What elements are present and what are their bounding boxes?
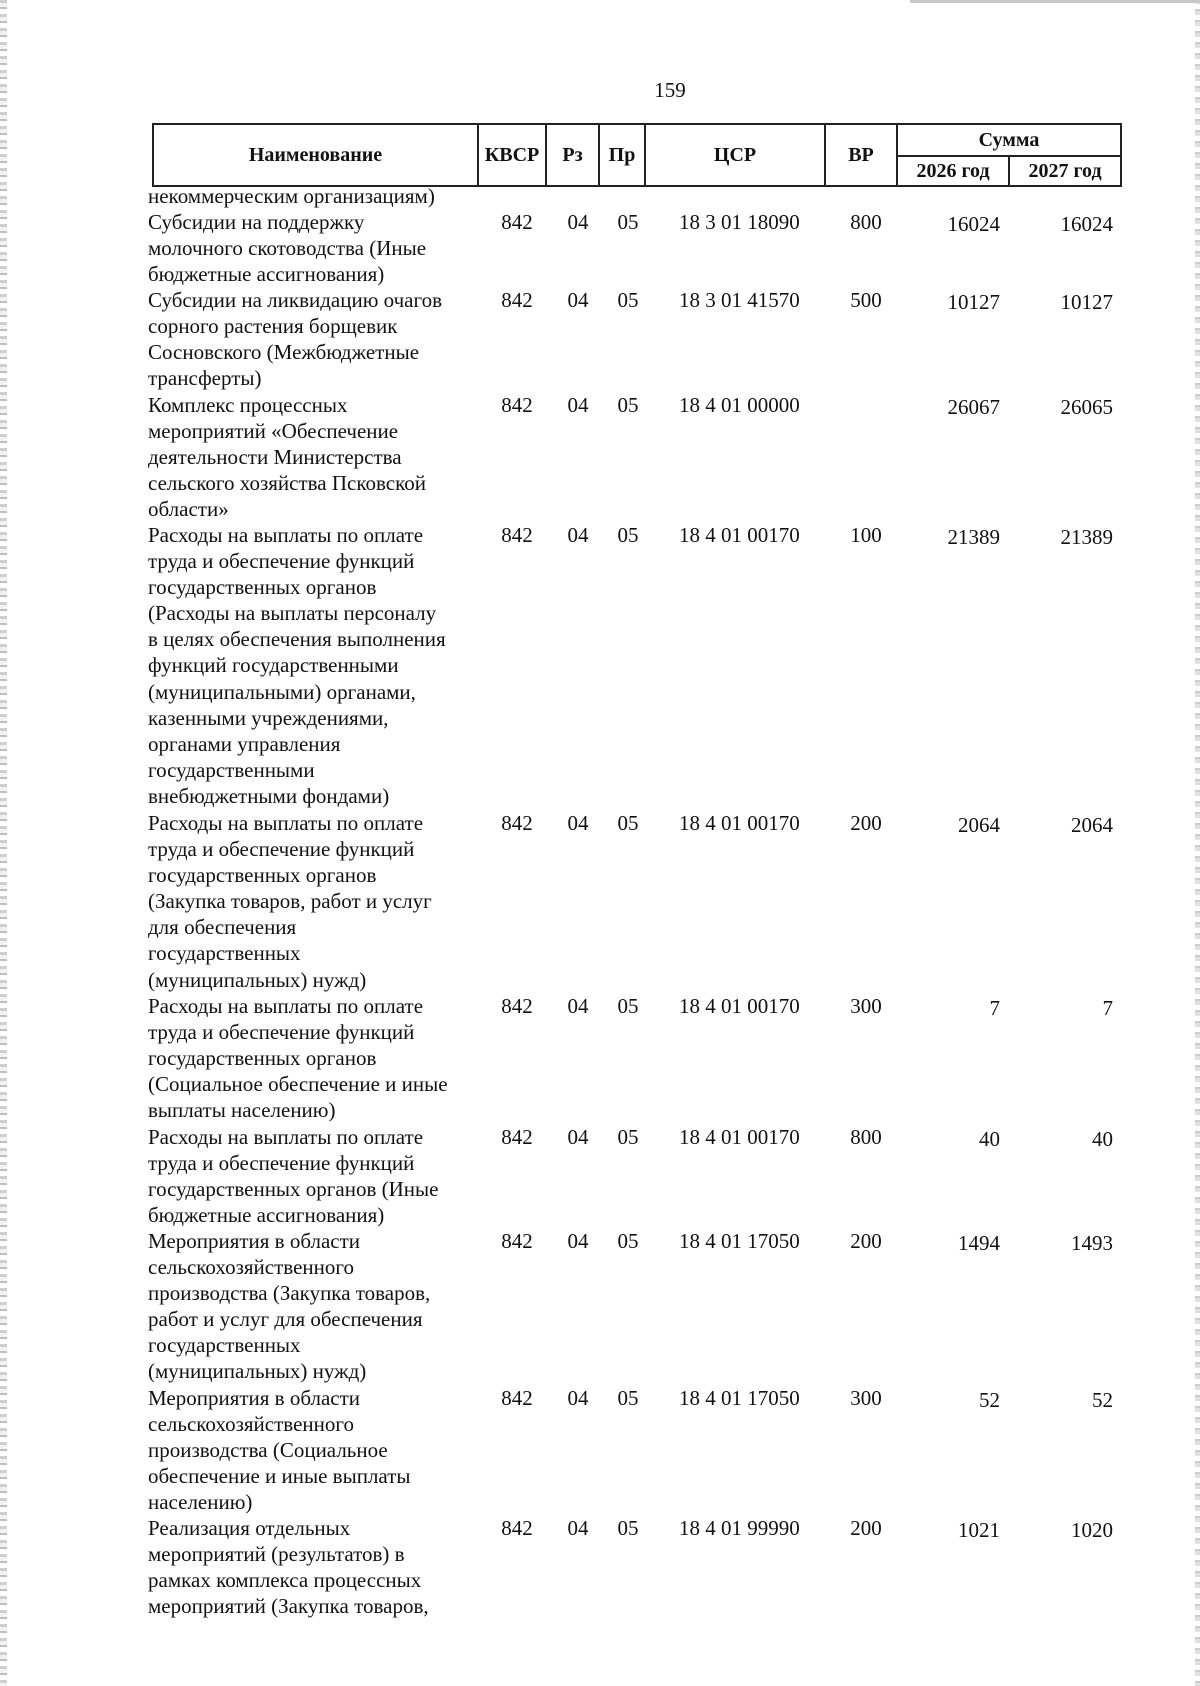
row-name: Субсидии на ликвидацию очагов сорного растения борщевик Сосновского (Межбюджетные трансферты) — [148, 288, 443, 391]
row-pr: 05 — [617, 1229, 639, 1253]
row-name: Реализация отдельных мероприятий (результатов) в рамках комплекса процессных мероприятий (Закупка товаров, — [148, 1516, 429, 1619]
table-row — [0, 1228, 1200, 1385]
row-name: Расходы на выплаты по оплате труда и обеспечение функций государственных органов (Социальное обеспечение и иные выплаты населению) — [148, 994, 448, 1123]
row-csr: 18 4 01 00170 — [679, 1125, 800, 1149]
row-sum-2027: 40 — [1092, 1127, 1113, 1151]
row-kvsr: 842 — [501, 523, 533, 547]
row-sum-2027: 52 — [1092, 1388, 1113, 1412]
row-pr: 05 — [617, 288, 639, 312]
table-row — [0, 183, 1200, 209]
row-pr: 05 — [617, 1125, 639, 1149]
table-row — [0, 993, 1200, 1124]
row-sum-2026: 1494 — [958, 1231, 1000, 1255]
row-kvsr: 842 — [501, 1516, 533, 1540]
row-sum-2027: 26065 — [1060, 395, 1113, 419]
row-vr: 800 — [850, 210, 882, 234]
row-vr: 500 — [850, 288, 882, 312]
row-sum-2026: 40 — [979, 1127, 1000, 1151]
row-name: Расходы на выплаты по оплате труда и обеспечение функций государственных органов (Иные бюджетные ассигнования) — [148, 1125, 439, 1228]
row-rz: 04 — [567, 393, 589, 417]
row-rz: 04 — [567, 1386, 589, 1410]
row-sum-2026: 52 — [979, 1388, 1000, 1412]
row-sum-2027: 10127 — [1060, 290, 1113, 314]
header-kvsr: КВСР — [478, 124, 546, 186]
row-pr: 05 — [617, 1516, 639, 1540]
header-year-2027: 2027 год — [1009, 156, 1121, 186]
row-vr: 300 — [850, 1386, 882, 1410]
table-body — [0, 183, 1200, 1625]
row-sum-2026: 1021 — [958, 1518, 1000, 1542]
row-sum-2027: 2064 — [1071, 813, 1113, 837]
row-rz: 04 — [567, 1125, 589, 1149]
table-row — [0, 1385, 1200, 1515]
header-pr: Пр — [599, 124, 645, 186]
row-name: Мероприятия в области сельскохозяйственного производства (Закупка товаров, работ и услуг для обеспечения государственных (муниципальных) нужд) — [148, 1229, 431, 1384]
row-kvsr: 842 — [501, 210, 533, 234]
row-rz: 04 — [567, 288, 589, 312]
header-vr: ВР — [825, 124, 897, 186]
row-csr: 18 4 01 00000 — [679, 393, 800, 417]
table-row — [0, 810, 1200, 993]
table-row — [0, 392, 1200, 522]
row-sum-2027: 16024 — [1060, 212, 1113, 236]
table-row — [0, 1124, 1200, 1228]
scan-edge-top — [910, 0, 1200, 3]
table-row — [0, 1515, 1200, 1625]
row-vr: 100 — [850, 523, 882, 547]
row-sum-2026: 10127 — [947, 290, 1000, 314]
table-row — [0, 287, 1200, 392]
row-csr: 18 3 01 41570 — [679, 288, 800, 312]
row-sum-2026: 2064 — [958, 813, 1000, 837]
row-csr: 18 4 01 00170 — [679, 523, 800, 547]
header-rz: Рз — [546, 124, 599, 186]
row-rz: 04 — [567, 1516, 589, 1540]
row-sum-2026: 26067 — [947, 395, 1000, 419]
header-csr: ЦСР — [645, 124, 825, 186]
row-name: Расходы на выплаты по оплате труда и обеспечение функций государственных органов (Закупка товаров, работ и услуг для обеспечения государственных (муниципальных) нужд) — [148, 811, 432, 992]
row-kvsr: 842 — [501, 393, 533, 417]
row-csr: 18 4 01 99990 — [679, 1516, 800, 1540]
row-sum-2027: 1493 — [1071, 1231, 1113, 1255]
row-vr: 200 — [850, 1516, 882, 1540]
header-year-2026: 2026 год — [897, 156, 1009, 186]
row-name: Субсидии на поддержку молочного скотоводства (Иные бюджетные ассигнования) — [148, 210, 427, 287]
row-pr: 05 — [617, 210, 639, 234]
row-sum-2026: 16024 — [947, 212, 1000, 236]
row-sum-2026: 7 — [989, 996, 1000, 1020]
row-name: некоммерческим организациям) — [148, 184, 435, 208]
row-rz: 04 — [567, 523, 589, 547]
row-pr: 05 — [617, 811, 639, 835]
row-kvsr: 842 — [501, 1229, 533, 1253]
header-name: Наименование — [153, 124, 478, 186]
row-vr: 200 — [850, 811, 882, 835]
row-name: Мероприятия в области сельскохозяйственного производства (Социальное обеспечение и иные выплаты населению) — [148, 1386, 411, 1515]
row-name: Комплекс процессных мероприятий «Обеспечение деятельности Министерства сельского хозяйства Псковской области» — [148, 393, 426, 522]
row-csr: 18 4 01 17050 — [679, 1386, 800, 1410]
row-pr: 05 — [617, 994, 639, 1018]
row-vr: 800 — [850, 1125, 882, 1149]
row-kvsr: 842 — [501, 1386, 533, 1410]
row-csr: 18 4 01 17050 — [679, 1229, 800, 1253]
row-pr: 05 — [617, 393, 639, 417]
row-kvsr: 842 — [501, 811, 533, 835]
row-kvsr: 842 — [501, 288, 533, 312]
table-header — [152, 123, 1122, 187]
table-row — [0, 522, 1200, 810]
row-vr: 200 — [850, 1229, 882, 1253]
row-name: Расходы на выплаты по оплате труда и обеспечение функций государственных органов (Расходы на выплаты персоналу в целях обеспечения выполнения функций государственными (муниципальными) органами, казенными учреждениями, органами управления государственными внебюджетными фондами) — [148, 523, 446, 808]
header-sum: Сумма — [897, 124, 1121, 156]
row-csr: 18 3 01 18090 — [679, 210, 800, 234]
row-rz: 04 — [567, 1229, 589, 1253]
row-pr: 05 — [617, 1386, 639, 1410]
row-kvsr: 842 — [501, 1125, 533, 1149]
row-csr: 18 4 01 00170 — [679, 994, 800, 1018]
row-csr: 18 4 01 00170 — [679, 811, 800, 835]
row-sum-2027: 1020 — [1071, 1518, 1113, 1542]
row-pr: 05 — [617, 523, 639, 547]
row-vr: 300 — [850, 994, 882, 1018]
table-row — [0, 209, 1200, 287]
row-rz: 04 — [567, 994, 589, 1018]
row-kvsr: 842 — [501, 994, 533, 1018]
row-rz: 04 — [567, 210, 589, 234]
page-number: 159 — [654, 78, 686, 102]
row-sum-2027: 21389 — [1060, 525, 1113, 549]
page-number-wrap — [0, 78, 1200, 103]
row-sum-2026: 21389 — [947, 525, 1000, 549]
row-rz: 04 — [567, 811, 589, 835]
row-sum-2027: 7 — [1102, 996, 1113, 1020]
